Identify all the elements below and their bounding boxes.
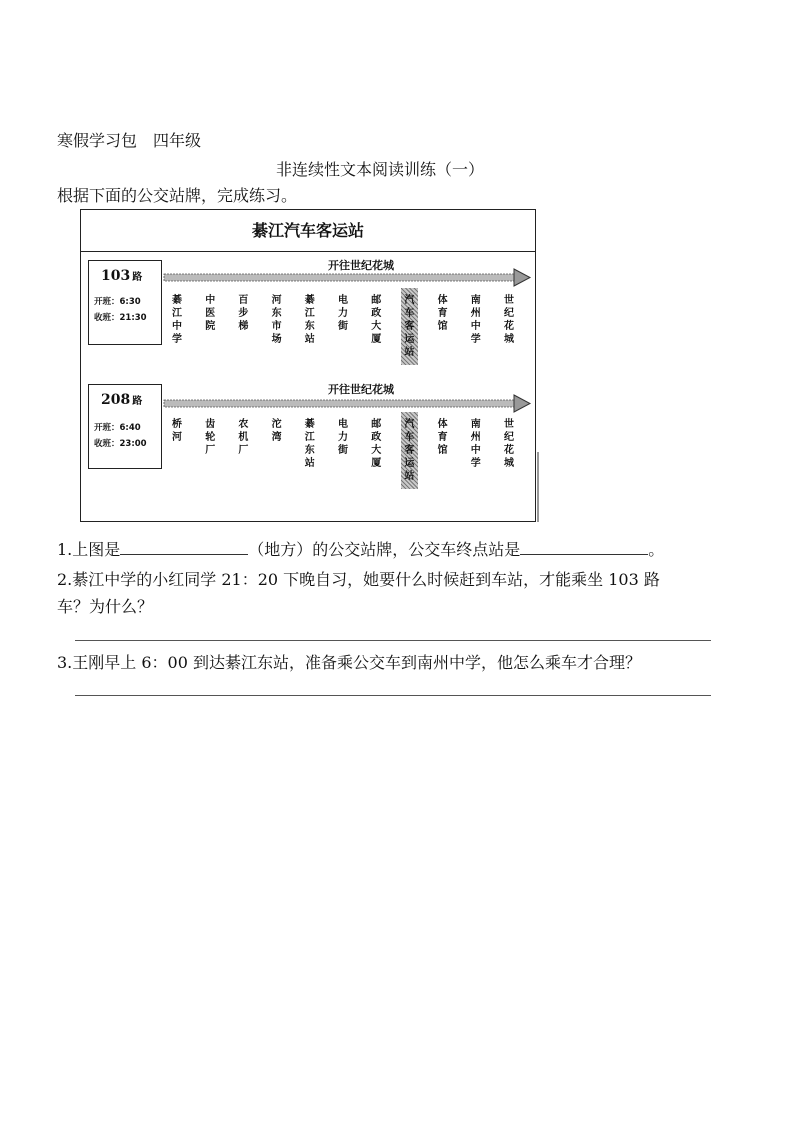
- stop-name: 体育馆: [437, 295, 448, 332]
- question-1: [57, 537, 664, 560]
- stop-name: 綦江东站: [304, 419, 315, 469]
- stop-name: 中医院: [205, 295, 216, 332]
- instruction-text: 根据下面的公交站牌，完成练习。: [57, 186, 298, 205]
- stop-name: 齿轮厂: [205, 419, 216, 456]
- stop-name: 汽车客运站: [404, 419, 415, 482]
- stop-name: 沱湾: [271, 419, 282, 443]
- route-208-arrow-icon: [164, 394, 534, 414]
- route-start-time: 开班：6:30: [94, 297, 141, 307]
- stop-name: 汽车客运站: [404, 295, 415, 358]
- route-103-direction: 开往世纪花城: [328, 259, 394, 272]
- q3-answer-line[interactable]: [75, 695, 711, 696]
- q1-blank-terminal[interactable]: [520, 538, 648, 555]
- route-end-time: 收班：21:30: [94, 313, 147, 323]
- sign-title: 綦江汽车客运站: [81, 210, 535, 252]
- route-end-time: 收班：23:00: [94, 439, 147, 449]
- q1-blank-place[interactable]: [120, 538, 248, 555]
- bus-stop-sign: [80, 209, 536, 522]
- route-start-time: 开班：6:40: [94, 423, 141, 433]
- sign-edge-line: [537, 452, 539, 522]
- question-2-line-1: 2.綦江中学的小红同学 21：20 下晚自习，她要什么时候赶到车站，才能乘坐 103 路: [57, 570, 660, 589]
- page-header: 寒假学习包 四年级: [57, 131, 202, 150]
- stop-name: 綦江中学: [172, 295, 182, 345]
- stop-name: 邮政大厦: [371, 419, 382, 469]
- stop-name: 电力街: [338, 295, 348, 332]
- q1-text-c: 。: [648, 540, 665, 559]
- route-103-box: [88, 260, 162, 345]
- q1-text-a: 1.上图是: [57, 540, 121, 559]
- route-number: 208 路: [101, 392, 143, 408]
- stop-name: 百步梯: [238, 295, 249, 332]
- route-208-box: [88, 384, 162, 469]
- route-103-arrow-icon: [164, 268, 534, 288]
- route-number: 103 路: [101, 268, 143, 284]
- route-208-direction: 开往世纪花城: [328, 383, 394, 396]
- stop-name: 体育馆: [437, 419, 448, 456]
- stop-name: 河东市场: [271, 295, 282, 345]
- worksheet-title: 非连续性文本阅读训练（一）: [276, 160, 485, 179]
- stop-name: 桥河: [172, 419, 182, 443]
- stop-name: 綦江东站: [304, 295, 315, 345]
- q1-text-b: （地方）的公交站牌，公交车终点站是: [248, 540, 521, 559]
- stop-name: 农机厂: [238, 419, 249, 456]
- stop-name: 电力街: [338, 419, 348, 456]
- question-2-line-2: 车？为什么？: [57, 597, 154, 616]
- stop-name: 邮政大厦: [371, 295, 382, 345]
- stop-name: 世纪花城: [504, 419, 514, 469]
- question-3: 3.王刚早上 6：00 到达綦江东站，准备乘公交车到南州中学，他怎么乘车才合理？: [57, 653, 641, 672]
- stop-name: 南州中学: [470, 295, 481, 345]
- stop-name: 南州中学: [470, 419, 481, 469]
- stop-name: 世纪花城: [504, 295, 514, 345]
- q2-answer-line[interactable]: [75, 640, 711, 641]
